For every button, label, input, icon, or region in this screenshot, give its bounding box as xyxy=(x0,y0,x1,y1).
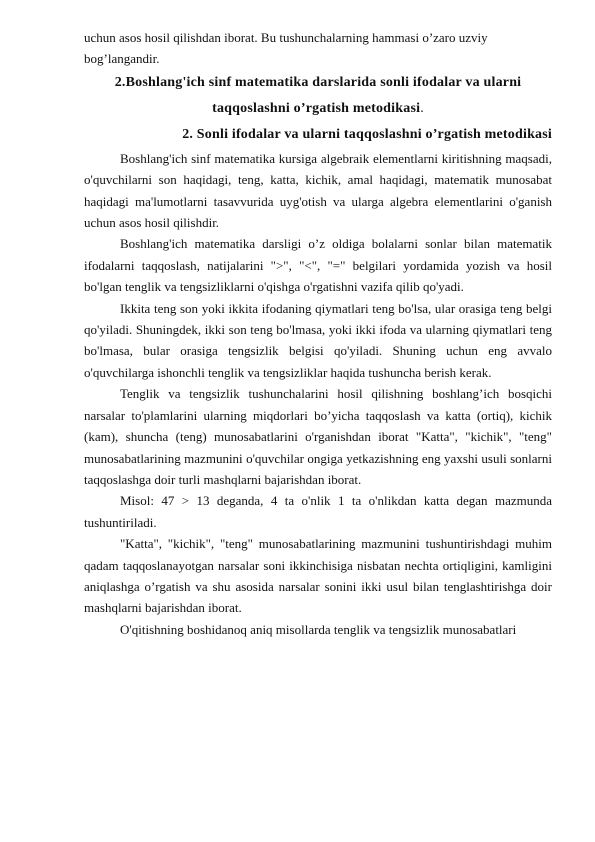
paragraph-4: Tenglik va tengsizlik tushunchalarini hosil qilishning boshlang’ich bosqichi narsalar to'plamlarini ularning miqdorlari bo’yicha taqqoslash va katta (ortiq), kichik (kam), shuncha (teng) munosabatlarini o'rganishdan iborat "Katta", "kichik", "teng" munosabatlarining mazmunini o'quvchilar ongiga yetkazishning eng yaxshi usuli sonlarni taqqoslashga doir turli mashqlarni bajarishdan iborat. xyxy=(84,386,552,487)
section-heading-line-2-text: taqqoslashni o’rgatish metodikasi xyxy=(212,100,421,116)
section-heading-trailing: . xyxy=(420,100,424,116)
document-page xyxy=(84,27,552,640)
subsection-heading: 2. Sonli ifodalar va ularni taqqoslashni o’rgatish metodikasi xyxy=(182,126,552,142)
section-heading-line-2 xyxy=(84,96,552,122)
intro-line-2: bog’langandir. xyxy=(84,51,160,67)
paragraph-1: Boshlang'ich sinf matematika kursiga algebraik elementlarni kiritishning maqsadi, o'quvchilarni son haqidagi, teng, katta, kichik, amal haqidagi, matematik munosabat haqidagi ma'lumotlarni tasavvurida uyg'otish va ularga algebra elementlarini o'ganish uchun asos hosil qilishdir. xyxy=(84,150,552,231)
paragraph-6: "Katta", "kichik", "teng" munosabatlarining mazmunini tushuntirishdagi muhim qadam taqqoslanayotgan narsalar soni ikkinchisiga nisbatan nechta ortiqligini, kamligini aniqlashga o’rgatish va shu asosida narsalar sonini ikki usul bilan tenglashtirishga doir mashqlarni bajarishdan iborat. xyxy=(84,536,552,616)
section-heading xyxy=(84,70,552,122)
paragraph-2: Boshlang'ich matematika darsligi o’z oldiga bolalarni sonlar bilan matematik ifodalarni taqqoslash, natijalarini ">", "<", "=" belgilari yordamida yozish va hosil bo'lgan tenglik va tengsizliklarni o'qishga o'rgatishni vazifa qilib qo'yadi. xyxy=(84,236,552,295)
paragraph-3: Ikkita teng son yoki ikkita ifodaning qiymatlari teng bo'lsa, ular orasiga teng belgi qo'yiladi. Shuningdek, ikki son teng bo'lmasa, yoki ikki ifoda va ularning qiymatlari teng bo'lmasa, bular orasiga tengsizlik belgisi qo'yiladi. Shuning uchun eng avvalo o'quvchilarga ishonchli tenglik va tengsizliklar haqida tushuncha berish kerak. xyxy=(84,300,552,380)
intro-line-1: uchun asos hosil qilishdan iborat. Bu tushunchalarning hammasi o’zaro uzviy xyxy=(84,30,488,45)
paragraph-7: O'qitishning boshidanoq aniq misollarda tenglik va tengsizlik munosabatlari xyxy=(120,621,517,637)
paragraph-5: Misol: 47 > 13 deganda, 4 ta o'nlik 1 ta o'nlikdan katta degan mazmunda tushuntiriladi. xyxy=(84,493,552,530)
section-heading-line-1: 2.Boshlang'ich sinf matematika darslarida sonli ifodalar va ularni xyxy=(114,74,522,90)
